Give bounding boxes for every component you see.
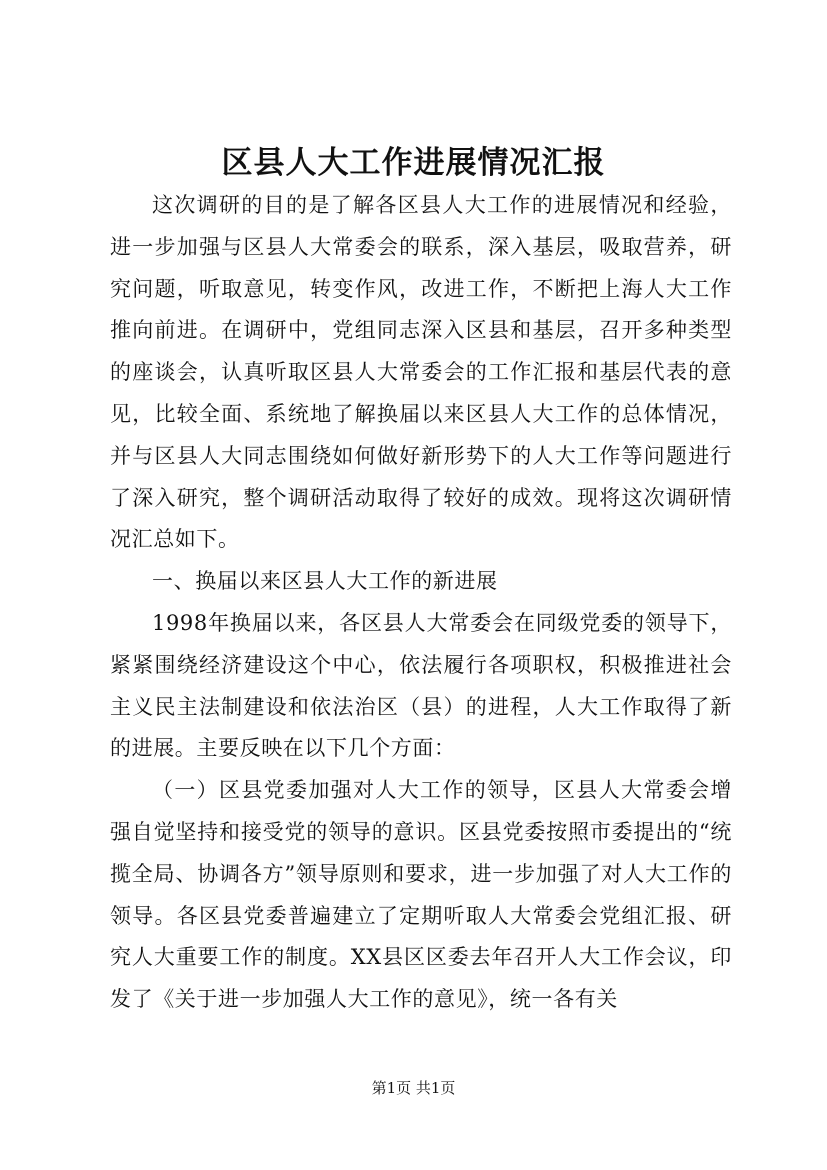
document-title: 区县人大工作进展情况汇报 (221, 145, 606, 181)
paragraph-progress: 1998年换届以来，各区县人大常委会在同级党委的领导下，紧紧围绕经济建设这个中心，依法履行各项职权，积极推进社会主义民主法制建设和依法治区（县）的进程，人大工作取得了新的进展。主要反映在以下几个方面： (110, 610, 732, 761)
paragraph-party-leadership: （一）区县党委加强对人大工作的领导，区县人大常委会增强自觉坚持和接受党的领导的意识。区县党委按照市委提出的“统揽全局、协调各方”领导原则和要求，进一步加强了对人大工作的领导。各区县党委普遍建立了定期听取人大常委会党组汇报、研究人大重要工作的制度。XX县区区委去年召开人大工作会议，印发了《关于进一步加强人大工作的意见》，统一各有关 (110, 778, 732, 1012)
paragraph-intro: 这次调研的目的是了解各区县人大工作的进展情况和经验，进一步加强与区县人大常委会的联系，深入基层，吸取营养，研究问题，听取意见，转变作风，改进工作，不断把上海人大工作推向前进。在调研中，党组同志深入区县和基层，召开多种类型的座谈会，认真听取区县人大常委会的工作汇报和基层代表的意见，比较全面、系统地了解换届以来区县人大工作的总体情况，并与区县人大同志围绕如何做好新形势下的人大工作等问题进行了深入研究，整个调研活动取得了较好的成效。现将这次调研情况汇总如下。 (110, 193, 732, 552)
page-number: 第1页 共1页 (371, 1079, 456, 1097)
document-body (110, 185, 732, 1021)
section-heading-1: 一、换届以来区县人大工作的新进展 (152, 569, 498, 594)
